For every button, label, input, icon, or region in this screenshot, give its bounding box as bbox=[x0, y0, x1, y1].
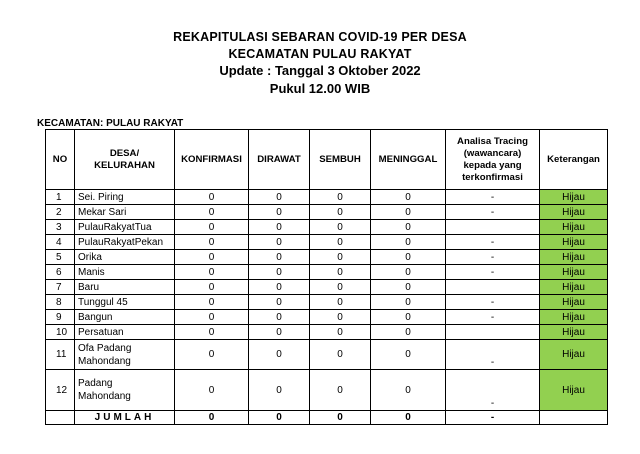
cell-meninggal: 0 bbox=[371, 280, 446, 295]
cell-meninggal: 0 bbox=[371, 295, 446, 310]
cell-desa: Bangun bbox=[75, 310, 175, 325]
cell-analisa bbox=[446, 280, 540, 295]
cell-dirawat: 0 bbox=[249, 205, 310, 220]
cell-analisa: - bbox=[446, 265, 540, 280]
cell-konfirmasi: 0 bbox=[175, 370, 249, 411]
cell-no: 5 bbox=[46, 250, 75, 265]
cell-analisa: - bbox=[446, 310, 540, 325]
cell-konfirmasi: 0 bbox=[175, 310, 249, 325]
cell-sembuh: 0 bbox=[310, 250, 371, 265]
cell-analisa bbox=[446, 325, 540, 340]
table-row bbox=[46, 265, 608, 280]
cell-konfirmasi: 0 bbox=[175, 250, 249, 265]
cell-desa: Orika bbox=[75, 250, 175, 265]
cell-sembuh: 0 bbox=[310, 190, 371, 205]
cell-meninggal: 0 bbox=[371, 340, 446, 370]
table-row bbox=[46, 295, 608, 310]
total-keterangan-blank bbox=[540, 411, 608, 425]
cell-keterangan: Hijau bbox=[540, 340, 608, 370]
cell-no: 8 bbox=[46, 295, 75, 310]
cell-no: 12 bbox=[46, 370, 75, 411]
table-row bbox=[46, 220, 608, 235]
cell-keterangan: Hijau bbox=[540, 310, 608, 325]
cell-konfirmasi: 0 bbox=[175, 205, 249, 220]
cell-keterangan: Hijau bbox=[540, 370, 608, 411]
cell-keterangan: Hijau bbox=[540, 265, 608, 280]
col-header-dirawat: DIRAWAT bbox=[249, 130, 310, 190]
total-label: JUMLAH bbox=[75, 411, 175, 425]
cell-no: 7 bbox=[46, 280, 75, 295]
col-header-analisa bbox=[446, 130, 540, 190]
table-row bbox=[46, 340, 608, 370]
cell-meninggal: 0 bbox=[371, 205, 446, 220]
cell-desa: Mekar Sari bbox=[75, 205, 175, 220]
cell-keterangan: Hijau bbox=[540, 325, 608, 340]
cell-desa: PulauRakyatTua bbox=[75, 220, 175, 235]
cell-meninggal: 0 bbox=[371, 325, 446, 340]
cell-dirawat: 0 bbox=[249, 220, 310, 235]
cell-dirawat: 0 bbox=[249, 190, 310, 205]
table-row bbox=[46, 205, 608, 220]
table-row bbox=[46, 310, 608, 325]
cell-no: 11 bbox=[46, 340, 75, 370]
cell-sembuh: 0 bbox=[310, 340, 371, 370]
cell-analisa: - bbox=[446, 190, 540, 205]
cell-no: 2 bbox=[46, 205, 75, 220]
cell-analisa: - bbox=[446, 205, 540, 220]
cell-meninggal: 0 bbox=[371, 190, 446, 205]
cell-sembuh: 0 bbox=[310, 370, 371, 411]
cell-keterangan: Hijau bbox=[540, 205, 608, 220]
cell-meninggal: 0 bbox=[371, 250, 446, 265]
total-meninggal: 0 bbox=[371, 411, 446, 425]
col-header-keterangan: Keterangan bbox=[540, 130, 608, 190]
cell-no: 3 bbox=[46, 220, 75, 235]
report-subtitle: KECAMATAN PULAU RAKYAT bbox=[228, 47, 412, 61]
cell-desa: Sei. Piring bbox=[75, 190, 175, 205]
cell-konfirmasi: 0 bbox=[175, 265, 249, 280]
total-konfirmasi: 0 bbox=[175, 411, 249, 425]
cell-dirawat: 0 bbox=[249, 280, 310, 295]
cell-no: 10 bbox=[46, 325, 75, 340]
cell-no: 9 bbox=[46, 310, 75, 325]
col-header-sembuh: SEMBUH bbox=[310, 130, 371, 190]
cell-desa: Tunggul 45 bbox=[75, 295, 175, 310]
col-header-no: NO bbox=[46, 130, 75, 190]
cell-analisa bbox=[446, 220, 540, 235]
cell-sembuh: 0 bbox=[310, 205, 371, 220]
table-row bbox=[46, 370, 608, 411]
col-header-meninggal: MENINGGAL bbox=[371, 130, 446, 190]
cell-sembuh: 0 bbox=[310, 265, 371, 280]
cell-konfirmasi: 0 bbox=[175, 280, 249, 295]
cell-sembuh: 0 bbox=[310, 220, 371, 235]
total-row bbox=[46, 411, 608, 425]
cell-konfirmasi: 0 bbox=[175, 235, 249, 250]
cell-meninggal: 0 bbox=[371, 220, 446, 235]
cell-keterangan: Hijau bbox=[540, 295, 608, 310]
cell-keterangan: Hijau bbox=[540, 190, 608, 205]
cell-desa: Ofa Padang Mahondang bbox=[75, 340, 175, 370]
cell-no: 1 bbox=[46, 190, 75, 205]
cell-konfirmasi: 0 bbox=[175, 340, 249, 370]
total-dirawat: 0 bbox=[249, 411, 310, 425]
cell-konfirmasi: 0 bbox=[175, 325, 249, 340]
cell-meninggal: 0 bbox=[371, 235, 446, 250]
cell-dirawat: 0 bbox=[249, 340, 310, 370]
cell-desa: Manis bbox=[75, 265, 175, 280]
table-row bbox=[46, 280, 608, 295]
cell-keterangan: Hijau bbox=[540, 235, 608, 250]
cell-analisa: - bbox=[446, 235, 540, 250]
col-header-desa bbox=[75, 130, 175, 190]
cell-sembuh: 0 bbox=[310, 310, 371, 325]
col-header-desa-text: DESA/ KELURAHAN bbox=[94, 147, 155, 171]
cell-sembuh: 0 bbox=[310, 280, 371, 295]
cell-meninggal: 0 bbox=[371, 370, 446, 411]
cell-keterangan: Hijau bbox=[540, 250, 608, 265]
cell-dirawat: 0 bbox=[249, 250, 310, 265]
cell-dirawat: 0 bbox=[249, 325, 310, 340]
cell-meninggal: 0 bbox=[371, 265, 446, 280]
total-analisa: - bbox=[446, 411, 540, 425]
col-header-konfirmasi: KONFIRMASI bbox=[175, 130, 249, 190]
update-date: Update : Tanggal 3 Oktober 2022 bbox=[219, 63, 421, 78]
cell-desa: Padang Mahondang bbox=[75, 370, 175, 411]
cell-sembuh: 0 bbox=[310, 235, 371, 250]
cell-desa: Persatuan bbox=[75, 325, 175, 340]
cell-dirawat: 0 bbox=[249, 295, 310, 310]
table-row bbox=[46, 235, 608, 250]
cell-meninggal: 0 bbox=[371, 310, 446, 325]
cell-desa: Baru bbox=[75, 280, 175, 295]
cell-konfirmasi: 0 bbox=[175, 220, 249, 235]
table-header-row bbox=[46, 130, 608, 190]
cell-konfirmasi: 0 bbox=[175, 295, 249, 310]
table-row bbox=[46, 250, 608, 265]
cell-sembuh: 0 bbox=[310, 325, 371, 340]
cell-dirawat: 0 bbox=[249, 235, 310, 250]
cell-dirawat: 0 bbox=[249, 265, 310, 280]
table-row bbox=[46, 325, 608, 340]
cell-sembuh: 0 bbox=[310, 295, 371, 310]
cell-analisa: - bbox=[446, 370, 540, 411]
cell-konfirmasi: 0 bbox=[175, 190, 249, 205]
cell-analisa: - bbox=[446, 295, 540, 310]
update-time: Pukul 12.00 WIB bbox=[269, 81, 371, 96]
district-label: KECAMATAN: PULAU RAKYAT bbox=[37, 118, 184, 129]
cell-desa: PulauRakyatPekan bbox=[75, 235, 175, 250]
covid-recap-table bbox=[45, 129, 608, 425]
cell-keterangan: Hijau bbox=[540, 280, 608, 295]
cell-no: 6 bbox=[46, 265, 75, 280]
table-row bbox=[46, 190, 608, 205]
cell-keterangan: Hijau bbox=[540, 220, 608, 235]
cell-analisa: - bbox=[446, 340, 540, 370]
report-title: REKAPITULASI SEBARAN COVID-19 PER DESA bbox=[173, 30, 467, 44]
total-sembuh: 0 bbox=[310, 411, 371, 425]
cell-dirawat: 0 bbox=[249, 310, 310, 325]
total-blank-cell bbox=[46, 411, 75, 425]
col-header-analisa-text: Analisa Tracing (wawancara) kepada yang terkonfirmasi bbox=[457, 135, 528, 183]
cell-dirawat: 0 bbox=[249, 370, 310, 411]
cell-no: 4 bbox=[46, 235, 75, 250]
cell-analisa: - bbox=[446, 250, 540, 265]
